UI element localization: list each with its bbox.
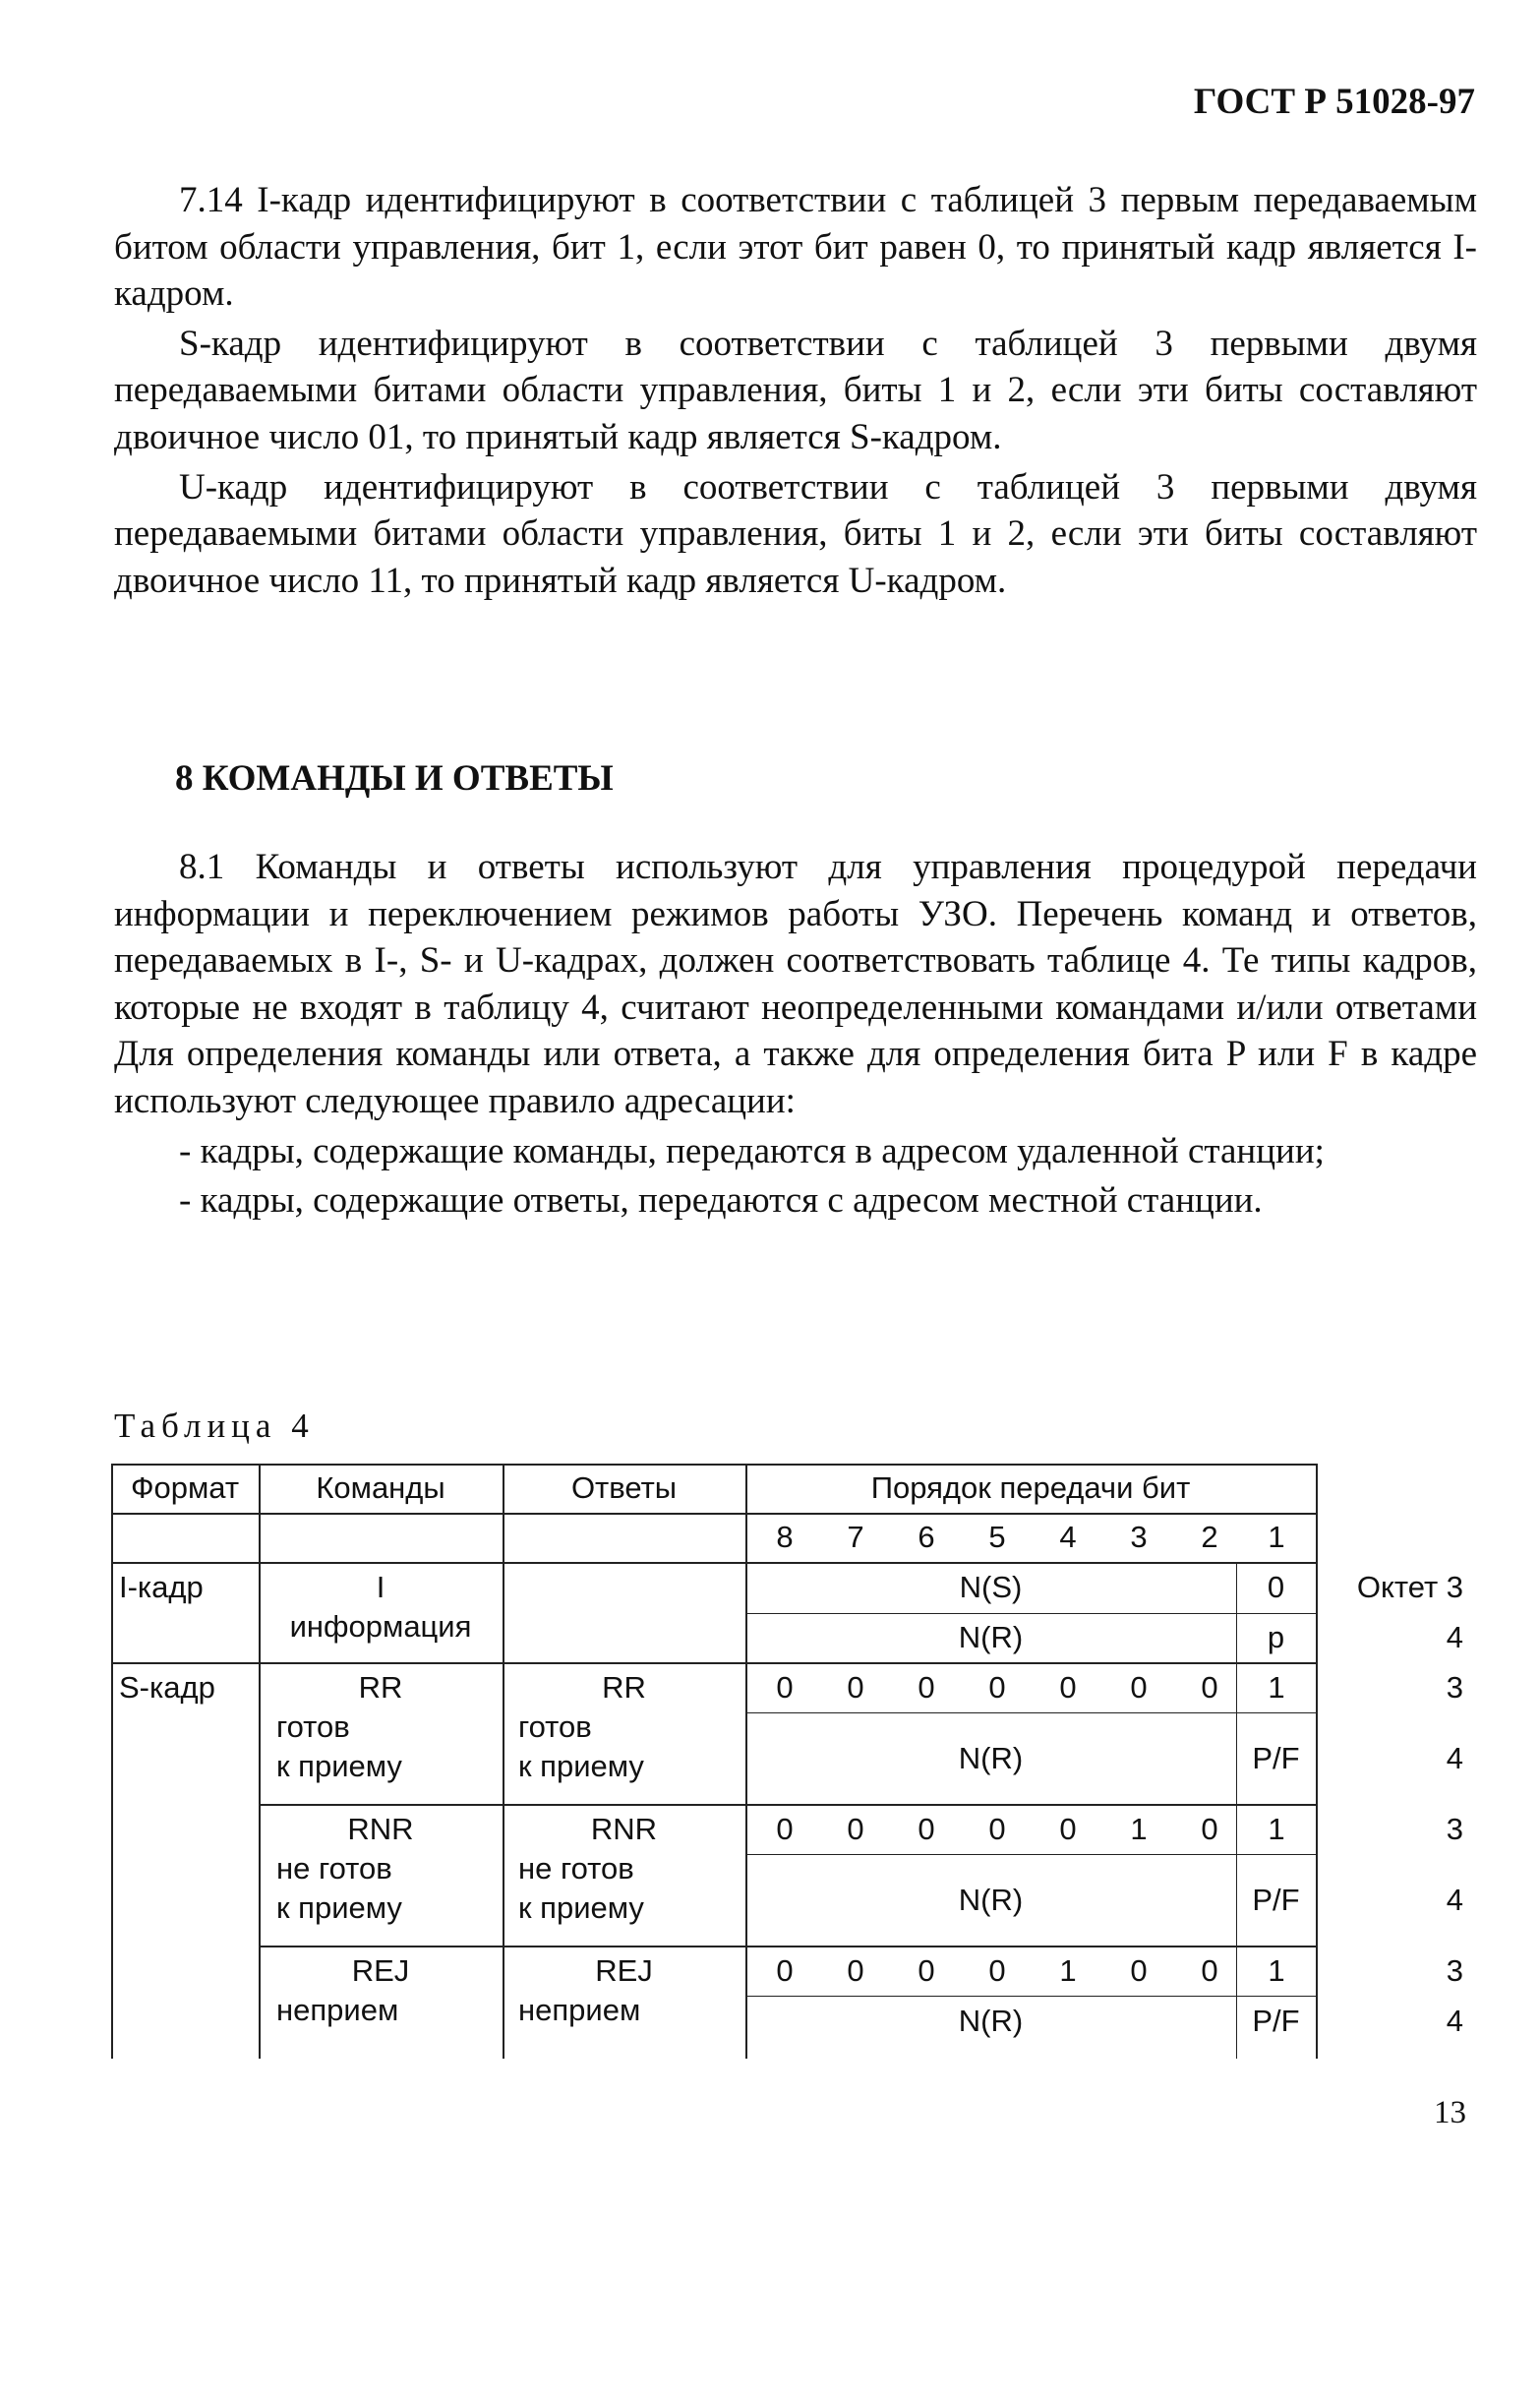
bit-value: 1 bbox=[1059, 1953, 1077, 1988]
bit-value: 0 bbox=[1201, 1670, 1218, 1705]
field-nr: N(R) bbox=[958, 1741, 1024, 1775]
bit-value: 0 bbox=[776, 1812, 794, 1846]
header-format: Формат bbox=[130, 1470, 240, 1505]
command-cell: неприем bbox=[276, 1993, 399, 2027]
octet-label: 4 bbox=[1446, 1620, 1463, 1654]
paragraph: 7.14 I-кадр идентифицируют в соответствии с таблицей 3 первым передаваемым битом области управления, бит 1, если этот бит равен 0, то принятый кадр является I-кадром. bbox=[114, 180, 1477, 315]
header-bit-order: Порядок передачи бит bbox=[870, 1470, 1191, 1505]
table-rule bbox=[1316, 1464, 1318, 2059]
response-cell: к приему bbox=[518, 1890, 644, 1925]
command-cell: I bbox=[376, 1570, 385, 1604]
format-s-frame: S-кадр bbox=[119, 1670, 215, 1705]
command-cell: не готов bbox=[276, 1851, 392, 1886]
table-rule bbox=[111, 1662, 1318, 1664]
octet-label: 4 bbox=[1446, 2004, 1463, 2038]
bit-value: 0 bbox=[847, 1953, 864, 1988]
command-cell: RNR bbox=[347, 1812, 414, 1846]
bit-number: 5 bbox=[988, 1520, 1006, 1554]
command-cell: готов bbox=[276, 1709, 350, 1744]
paragraph: 8.1 Команды и ответы используют для управления процедурой передачи информации и переключением режимов работы УЗО. Перечень команд и ответов, передаваемых в I-, S- и U-кадрах, должен соответствовать таблице 4. Те типы кадров, которые не входят в таблицу 4, считают неопределенными командами и/или ответами Для определения команды или ответа, а также для определения бита P или F в кадре используют следующее правило адресации: bbox=[114, 847, 1477, 1121]
bit-value: 0 bbox=[988, 1953, 1006, 1988]
response-cell: не готов bbox=[518, 1851, 634, 1886]
octet-label: Октет 3 bbox=[1356, 1570, 1463, 1604]
paragraph: - кадры, содержащие команды, передаются в адресом удаленной станции; bbox=[179, 1130, 1325, 1171]
field-ns: N(S) bbox=[959, 1570, 1023, 1604]
bit-value: 0 bbox=[1201, 1812, 1218, 1846]
bit-value: p bbox=[1267, 1620, 1285, 1654]
response-cell: RR bbox=[602, 1670, 646, 1705]
table-rule bbox=[111, 1464, 113, 2059]
bit-value: 0 bbox=[847, 1670, 864, 1705]
bit-number: 8 bbox=[776, 1520, 794, 1554]
table-rule bbox=[111, 1464, 1318, 1466]
bit-value: 1 bbox=[1268, 1953, 1285, 1988]
table-rule bbox=[111, 1513, 1318, 1515]
header-responses: Ответы bbox=[570, 1470, 678, 1505]
bit-number: 6 bbox=[918, 1520, 935, 1554]
response-cell: неприем bbox=[518, 1993, 641, 2027]
table-rule bbox=[745, 1613, 1318, 1614]
bit-value: 0 bbox=[1130, 1953, 1148, 1988]
field-nr: N(R) bbox=[958, 2004, 1024, 2038]
header-commands: Команды bbox=[316, 1470, 445, 1505]
bit-value: 0 bbox=[1267, 1570, 1285, 1604]
octet-label: 3 bbox=[1446, 1670, 1463, 1705]
command-cell: к приему bbox=[276, 1749, 402, 1783]
bit-value: 0 bbox=[1059, 1670, 1077, 1705]
document-header: ГОСТ Р 51028-97 bbox=[1193, 82, 1475, 122]
field-nr: N(R) bbox=[958, 1883, 1024, 1917]
field-nr: N(R) bbox=[958, 1620, 1024, 1654]
command-cell: RR bbox=[358, 1670, 403, 1705]
table-rule bbox=[111, 1562, 1318, 1564]
bit-value: 0 bbox=[988, 1670, 1006, 1705]
bit-value: 0 bbox=[918, 1812, 935, 1846]
bit-value: 0 bbox=[1130, 1670, 1148, 1705]
bit-value: 0 bbox=[776, 1670, 794, 1705]
bit-value: 0 bbox=[918, 1670, 935, 1705]
bit-value: 0 bbox=[776, 1953, 794, 1988]
bit-value: P/F bbox=[1252, 2004, 1300, 2038]
paragraph: - кадры, содержащие ответы, передаются с адресом местной станции. bbox=[179, 1180, 1263, 1222]
page-number: 13 bbox=[1434, 2095, 1466, 2130]
section-7-14 bbox=[114, 177, 1477, 607]
response-cell: к приему bbox=[518, 1749, 644, 1783]
format-i-frame: I-кадр bbox=[119, 1570, 204, 1604]
response-cell: RNR bbox=[590, 1812, 658, 1846]
bit-number: 3 bbox=[1130, 1520, 1148, 1554]
response-cell: REJ bbox=[595, 1953, 653, 1988]
bit-value: 0 bbox=[918, 1953, 935, 1988]
octet-label: 3 bbox=[1446, 1812, 1463, 1846]
bit-number: 1 bbox=[1268, 1520, 1285, 1554]
bit-value: 0 bbox=[847, 1812, 864, 1846]
bit-value: 0 bbox=[1201, 1953, 1218, 1988]
table-rule bbox=[259, 1946, 1318, 1947]
table-rule bbox=[745, 1854, 1318, 1855]
bit-value: 0 bbox=[988, 1812, 1006, 1846]
bit-number: 7 bbox=[847, 1520, 864, 1554]
command-cell: REJ bbox=[351, 1953, 410, 1988]
bit-value: 1 bbox=[1268, 1812, 1285, 1846]
octet-label: 4 bbox=[1446, 1883, 1463, 1917]
bit-value: 0 bbox=[1059, 1812, 1077, 1846]
table-rule bbox=[259, 1804, 1318, 1806]
octet-label: 3 bbox=[1446, 1953, 1463, 1988]
paragraph: U-кадр идентифицируют в соответствии с таблицей 3 первыми двумя передаваемыми битами области управления, биты 1 и 2, если эти биты составляют двоичное число 11, то принятый кадр является U-кадром. bbox=[114, 466, 1477, 601]
bit-value: 1 bbox=[1130, 1812, 1148, 1846]
section-8-1 bbox=[114, 844, 1477, 1228]
bit-value: P/F bbox=[1252, 1883, 1300, 1917]
section-heading: 8 КОМАНДЫ И ОТВЕТЫ bbox=[175, 758, 614, 799]
command-cell: информация bbox=[289, 1609, 472, 1644]
table-rule bbox=[745, 1996, 1318, 1997]
bit-value: 1 bbox=[1268, 1670, 1285, 1705]
command-cell: к приему bbox=[276, 1890, 402, 1925]
bit-value: P/F bbox=[1252, 1741, 1300, 1775]
octet-label: 4 bbox=[1446, 1741, 1463, 1775]
paragraph: S-кадр идентифицируют в соответствии с таблицей 3 первыми двумя передаваемыми битами области управления, биты 1 и 2, если эти биты составляют двоичное число 01, то принятый кадр является S-кадром. bbox=[114, 323, 1477, 457]
bit-number: 2 bbox=[1201, 1520, 1218, 1554]
table-rule bbox=[745, 1712, 1318, 1713]
bit-number: 4 bbox=[1059, 1520, 1077, 1554]
table-caption: Таблица 4 bbox=[114, 1407, 315, 1445]
response-cell: готов bbox=[518, 1709, 592, 1744]
